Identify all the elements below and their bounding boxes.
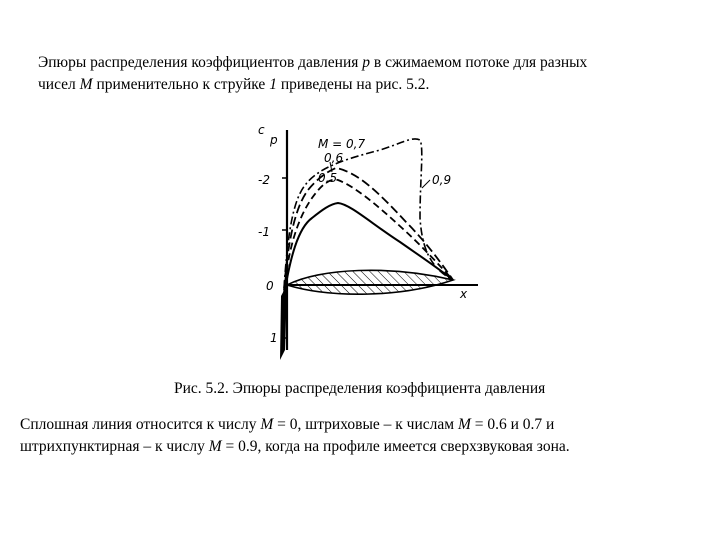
intro-text: в сжимаемом потоке для разных (370, 54, 588, 71)
y-axis-label-subscript: p (270, 133, 278, 147)
variable-m: M (208, 438, 222, 455)
note-text: Сплошная линия относится к числу (20, 416, 261, 433)
note-text: = 0.9, когда на профиле имеется сверхзвуковая зона. (221, 438, 570, 455)
curve-label-m07: M = 0,7 (318, 137, 366, 151)
curve-label-m06: 0,6 (324, 151, 344, 165)
variable-p: p (362, 54, 371, 71)
tick-label: -1 (258, 225, 270, 239)
intro-text: приведены на рис. 5.2. (276, 76, 430, 93)
curve-label-m05: 0,5 (318, 171, 338, 185)
curve-m09-dashdot (284, 139, 453, 288)
note-text: = 0, штриховые – к числам (273, 416, 458, 433)
intro-text: Эпюры распределения коэффициентов давления (38, 54, 363, 71)
variable-m: M (79, 76, 93, 93)
tick-label: 0 (266, 279, 274, 293)
note-text: штрихпунктирная – к числу (20, 438, 209, 455)
variable-m: M (457, 416, 471, 433)
pressure-distribution-figure (250, 118, 490, 368)
label-leader-line (422, 180, 430, 188)
x-axis-label: x (460, 287, 468, 301)
y-axis-label: c (258, 123, 265, 137)
curve-label-m09: 0,9 (432, 173, 452, 187)
tick-label: 1 (270, 331, 278, 345)
streamline-number: 1 (269, 76, 277, 93)
note-text: = 0.6 и 0.7 и (470, 416, 555, 433)
intro-text: чисел (38, 76, 80, 93)
legend-note (20, 414, 570, 458)
airfoil-profile (287, 270, 453, 294)
intro-line-2 (38, 74, 587, 96)
variable-m: M (260, 416, 274, 433)
note-line-1 (20, 414, 570, 436)
intro-line-1 (38, 52, 587, 74)
figure-caption: Рис. 5.2. Эпюры распределения коэффициента давления (174, 380, 546, 397)
tick-label: -2 (258, 173, 270, 187)
intro-text: применительно к струйке (92, 76, 270, 93)
intro-paragraph (38, 52, 587, 96)
note-line-2 (20, 436, 570, 458)
